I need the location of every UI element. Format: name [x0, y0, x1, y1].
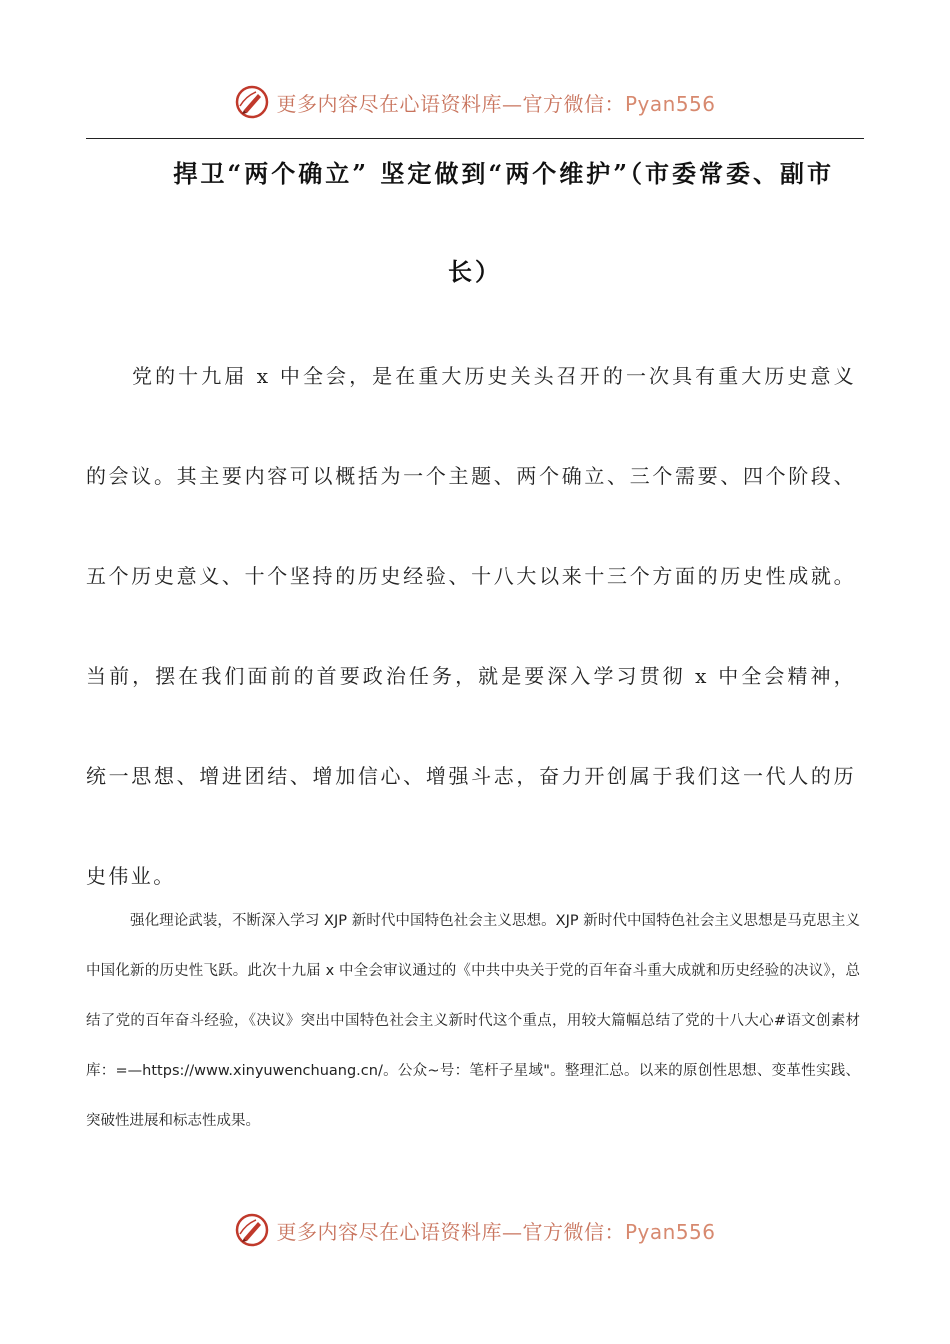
header-banner — [0, 82, 950, 122]
header-banner-text: 更多内容尽在心语资料库—官方微信：Pyan556 — [276, 91, 716, 116]
footer-banner — [0, 1210, 950, 1250]
pen-circle-logo-icon — [234, 1212, 270, 1248]
paragraph-intro: 党的十九届 x 中全会，是在重大历史关头召开的一次具有重大历史意义的会议。其主要内容可以概括为一个主题、两个确立、三个需要、四个阶段、五个历史意义、十个坚持的历史经验、十八大以来十三个方面的历史性成就。当前，摆在我们面前的首要政治任务，就是要深入学习贯彻 x 中全会精神，统一思想、增进团结、增加信心、增强斗志，奋力开创属于我们这一代人的历史伟业。 — [86, 364, 856, 888]
pen-circle-logo-icon — [234, 84, 270, 120]
document-title-line2: 长） — [448, 257, 502, 286]
paragraph-theory: 强化理论武装，不断深入学习 XJP 新时代中国特色社会主义思想。XJP 新时代中国特色社会主义思想是马克思主义中国化新的历史性飞跃。此次十九届 x 中全会审议通过的《中共中央关于党的百年奋斗重大成就和历史经验的决议》，总结了党的百年奋斗经验，《决议》突出中国特色社会主义新时代这个重点，用较大篇幅总结了党的十八大心#语文创素材库：=—https://www.xinyuwenchuang.cn/。公众~号：笔杆子星域"。整理汇总。以来的原创性思想、变革性实践、突破性进展和标志性成果。 — [86, 913, 860, 1129]
document-title-line1: 捍卫“两个确立” 坚定做到“两个维护”（市委常委、副市 — [173, 159, 834, 188]
footer-banner-text: 更多内容尽在心语资料库—官方微信：Pyan556 — [276, 1219, 716, 1244]
header-wechat-id: Pyan556 — [624, 91, 716, 116]
footer-wechat-id: Pyan556 — [624, 1219, 716, 1244]
header-divider — [86, 138, 864, 139]
